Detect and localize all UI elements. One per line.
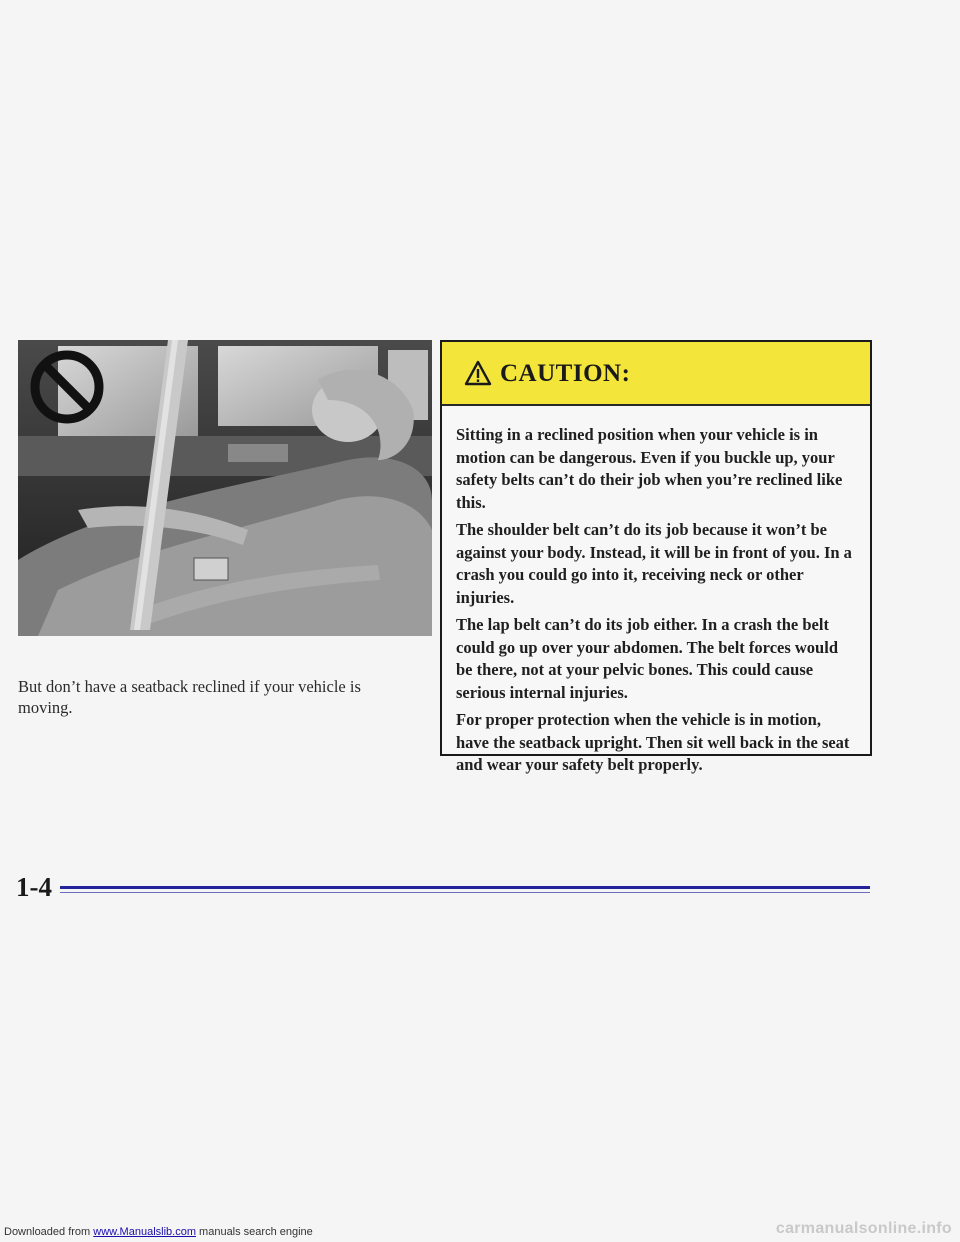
reclined-passenger-illustration xyxy=(18,340,432,636)
caution-title: CAUTION: xyxy=(500,360,631,387)
watermark: carmanualsonline.info xyxy=(775,1220,952,1237)
caution-paragraph: The shoulder belt can’t do its job because it won’t be against your body. Instead, it will be in front of you. In a crash you could go into it, receiving neck or other injuries. xyxy=(456,520,852,607)
footer-rule xyxy=(60,886,870,889)
caution-box xyxy=(440,340,872,774)
download-suffix: manuals search engine xyxy=(199,1226,313,1238)
caution-paragraph: For proper protection when the vehicle is in motion, have the seatback upright. Then sit well back in the seat and wear your safety belt properly. xyxy=(456,710,850,774)
manualslib-link[interactable]: www.Manualslib.com xyxy=(93,1226,196,1238)
warning-triangle-icon xyxy=(464,360,492,386)
page-number: 1-4 xyxy=(16,872,52,902)
caution-body xyxy=(456,424,856,782)
caution-paragraph: The lap belt can’t do its job either. In a crash the belt could go up over your abdomen. The belt forces would be there, not at your pelvic bones. This could cause serious internal injuries. xyxy=(456,615,838,702)
footer-rule-thin xyxy=(60,892,870,893)
download-prefix: Downloaded from xyxy=(4,1226,91,1238)
download-note xyxy=(4,1226,313,1238)
caution-header xyxy=(442,342,870,406)
prohibition-icon xyxy=(26,346,108,428)
caution-paragraph: Sitting in a reclined position when your vehicle is in motion can be dangerous. Even if you buckle up, your safety belts can’t do their job when you’re reclined like this. xyxy=(456,425,843,512)
caption-text: But don’t have a seatback reclined if your vehicle is moving. xyxy=(18,677,361,717)
